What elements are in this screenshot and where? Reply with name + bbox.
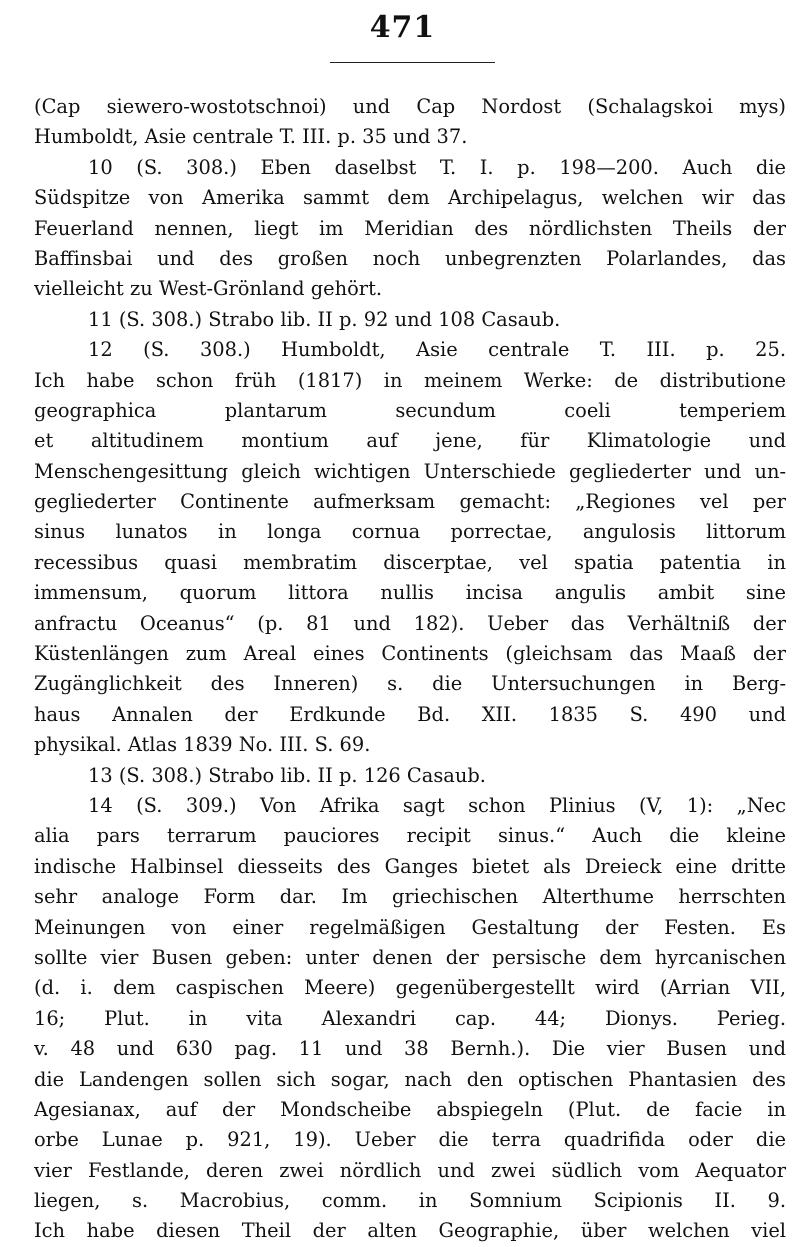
text-line: 13 (S. 308.) Strabo lib. II p. 126 Casaub. xyxy=(88,763,486,787)
text-line: Humboldt, Asie centrale T. III. p. 35 und 37. xyxy=(34,125,468,149)
text-line: (Cap siewero-wostotschnoi) und Cap Nordost (Schalagskoi mys) xyxy=(34,95,786,118)
header-rule xyxy=(330,62,495,63)
text-line: 14 (S. 309.) Von Afrika sagt schon Plinius (V, 1): „Nec xyxy=(88,793,786,817)
text-line: physikal. Atlas 1839 No. III. S. 69. xyxy=(34,733,371,757)
text-line: orbe Lunae p. 921, 19). Ueber die terra quadrifida oder die xyxy=(34,1128,786,1152)
text-line: 11 (S. 308.) Strabo lib. II p. 92 und 108 Casaub. xyxy=(88,307,561,331)
text-line: geographica plantarum secundum coeli temperiem xyxy=(34,398,786,422)
text-line: (d. i. dem caspischen Meere) gegenübergestellt wird (Arrian VII, xyxy=(34,976,786,1000)
page-number: 471 xyxy=(369,10,436,45)
text-line: Baffinsbai und des großen noch unbegrenzten Polarlandes, das xyxy=(34,246,786,270)
text-line: sollte vier Busen geben: unter denen der persische dem hyrcanischen xyxy=(34,945,786,969)
text-line: Meinungen von einer regelmäßigen Gestaltung der Festen. Es xyxy=(34,915,786,939)
text-line: gegliederter Continente aufmerksam gemacht: „Regiones vel per xyxy=(34,490,786,514)
text-line: sehr analoge Form dar. Im griechischen Alterthume herrschten xyxy=(34,885,786,909)
text-line: die Landengen sollen sich sogar, nach den optischen Phantasien des xyxy=(34,1067,786,1091)
text-line: Küstenlängen zum Areal eines Continents (gleichsam das Maaß der xyxy=(34,642,786,666)
text-line: Ich habe schon früh (1817) in meinem Werke: de distributione xyxy=(34,368,786,392)
text-line: 12 (S. 308.) Humboldt, Asie centrale T. III. p. 25. xyxy=(88,338,786,362)
text-line: vielleicht zu West-Grönland gehört. xyxy=(34,277,383,301)
text-line: vier Festlande, deren zwei nördlich und zwei südlich vom Aequator xyxy=(34,1158,786,1182)
text-line: v. 48 und 630 pag. 11 und 38 Bernh.). Die vier Busen und xyxy=(34,1037,786,1061)
text-line: et altitudinem montium auf jene, für Klimatologie und xyxy=(34,429,786,453)
text-line: Zugänglichkeit des Inneren) s. die Untersuchungen in Berg- xyxy=(34,672,786,696)
text-line: Feuerland nennen, liegt im Meridian des nördlichsten Theils der xyxy=(34,216,786,240)
text-line: liegen, s. Macrobius, comm. in Somnium Scipionis II. 9. xyxy=(34,1189,786,1213)
text-line: Südspitze von Amerika sammt dem Archipelagus, welchen wir das xyxy=(34,186,786,210)
text-line: alia pars terrarum pauciores recipit sinus.“ Auch die kleine xyxy=(34,824,786,848)
text-line: anfractu Oceanus“ (p. 81 und 182). Ueber das Verhältniß der xyxy=(34,611,786,635)
text-line: haus Annalen der Erdkunde Bd. XII. 1835 S. 490 und xyxy=(34,702,786,726)
text-line: 10 (S. 308.) Eben daselbst T. I. p. 198—200. Auch die xyxy=(88,155,786,179)
text-line: sinus lunatos in longa cornua porrectae, angulosis littorum xyxy=(34,520,786,544)
text-line: recessibus quasi membratim discerptae, vel spatia patentia in xyxy=(34,550,786,574)
text-line: immensum, quorum littora nullis incisa angulis ambit sine xyxy=(34,581,786,605)
text-line: indische Halbinsel diesseits des Ganges bietet als Dreieck eine dritte xyxy=(34,854,786,878)
footnote-text-block xyxy=(34,92,786,1247)
text-line: 16; Plut. in vita Alexandri cap. 44; Dionys. Perieg. xyxy=(34,1006,786,1030)
text-line: Agesianax, auf der Mondscheibe abspiegeln (Plut. de facie in xyxy=(34,1097,786,1121)
text-line: Menschengesittung gleich wichtigen Unterschiede gegliederter und un- xyxy=(34,459,786,483)
text-line: Ich habe diesen Theil der alten Geographie, über welchen viel xyxy=(34,1219,786,1243)
